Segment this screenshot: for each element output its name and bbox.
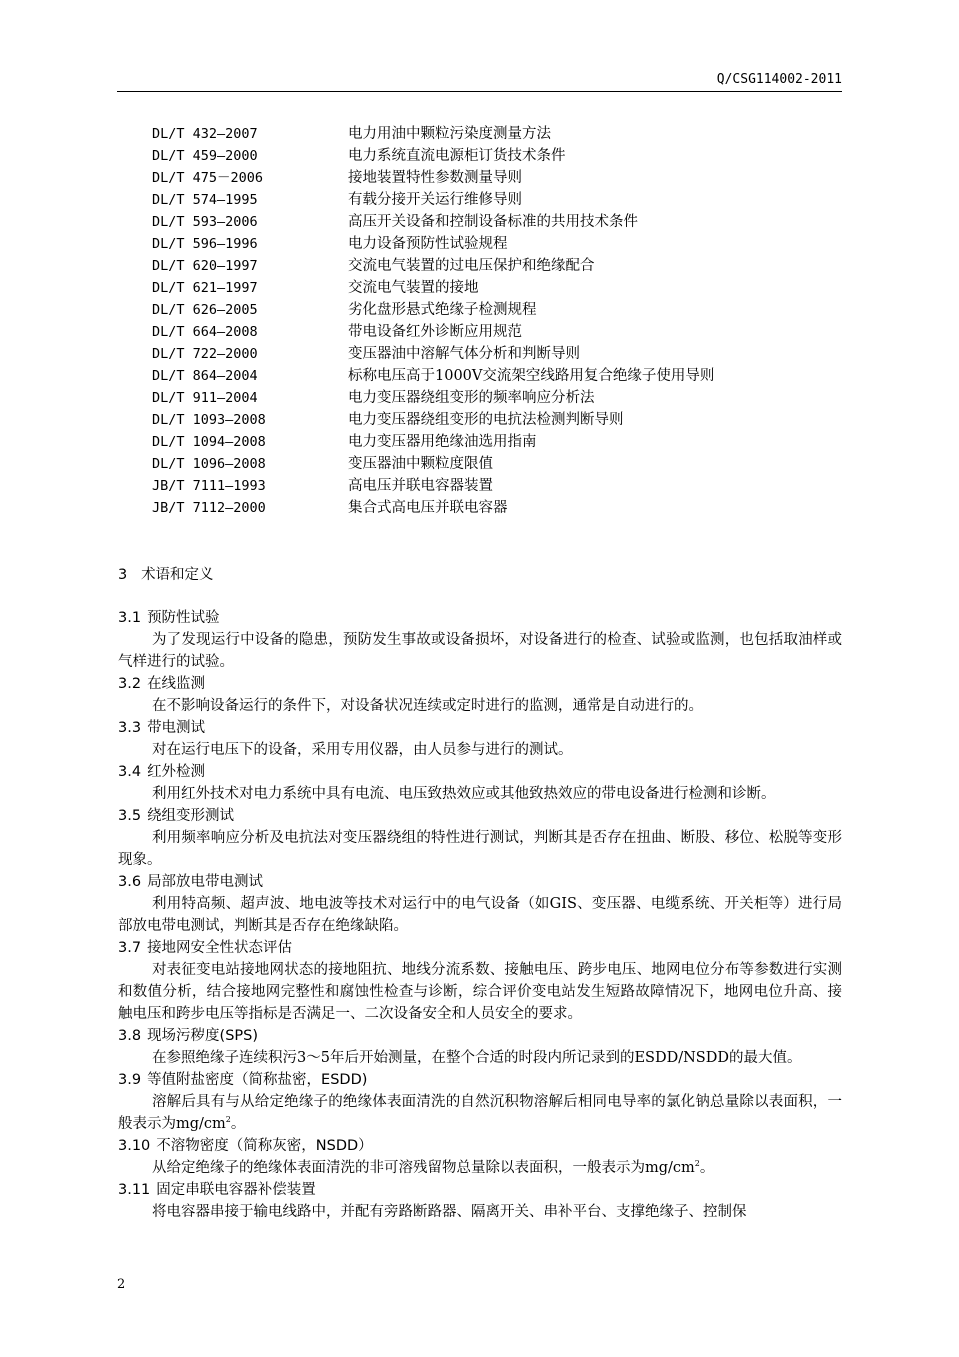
reference-row: [152, 123, 842, 145]
reference-title: 交流电气装置的过电压保护和绝缘配合: [348, 258, 595, 274]
reference-row: [152, 189, 842, 211]
superscript: 2: [225, 1115, 231, 1125]
term-definition: [118, 1091, 842, 1135]
term-heading: [118, 607, 842, 629]
reference-list: [152, 123, 842, 519]
reference-code: JB/T 7112—2000: [152, 500, 266, 516]
reference-row: [152, 233, 842, 255]
reference-code: JB/T 7111—1993: [152, 478, 266, 494]
reference-code: DL/T 475－2006: [152, 170, 264, 186]
reference-title: 带电设备红外诊断应用规范: [348, 324, 522, 340]
reference-code: DL/T 596—1996: [152, 236, 258, 252]
reference-title: 高电压并联电容器装置: [348, 478, 493, 494]
term-definition-text: 对表征变电站接地网状态的接地阻抗、地线分流系数、接触电压、跨步电压、地网电位分布等参数进行实测和数值分析，结合接地网完整性和腐蚀性检查与诊断，综合评价变电站发生短路故障情况下，地网电位升高、接触电压和跨步电压等指标是否满足一、二次设备安全和人员安全的要求。: [118, 962, 842, 1022]
term-definition: [118, 1157, 842, 1179]
term-definition: [118, 1047, 842, 1069]
reference-code: DL/T 574—1995: [152, 192, 258, 208]
reference-code: DL/T 620—1997: [152, 258, 258, 274]
term-definition-text: 为了发现运行中设备的隐患，预防发生事故或设备损坏，对设备进行的检查、试验或监测，也包括取油样或气样进行的试验。: [118, 632, 842, 670]
term-title: 等值附盐密度（简称盐密，ESDD): [147, 1072, 368, 1088]
term-definition-text: 溶解后具有与从给定绝缘子的绝缘体表面清洗的自然沉积物溶解后相同电导率的氯化钠总量除以表面积，一般表示为mg/cm: [118, 1094, 842, 1132]
term-title: 带电测试: [147, 720, 206, 736]
reference-title: 变压器油中溶解气体分析和判断导则: [348, 346, 580, 362]
reference-title: 高压开关设备和控制设备标准的共用技术条件: [348, 214, 638, 230]
term-number: 3.1: [118, 610, 142, 626]
term-number: 3.10: [118, 1138, 151, 1154]
superscript: 2: [694, 1159, 700, 1169]
term-heading: [118, 717, 842, 739]
reference-title: 电力变压器用绝缘油选用指南: [348, 434, 537, 450]
term-heading: [118, 1069, 842, 1091]
term-number: 3.2: [118, 676, 142, 692]
reference-row: [152, 453, 842, 475]
reference-code: DL/T 1094—2008: [152, 434, 266, 450]
reference-code: DL/T 911—2004: [152, 390, 258, 406]
reference-title: 电力系统直流电源柜订货技术条件: [348, 148, 566, 164]
term-number: 3.7: [118, 940, 142, 956]
term-title: 局部放电带电测试: [147, 874, 264, 890]
reference-title: 电力用油中颗粒污染度测量方法: [348, 126, 551, 142]
reference-row: [152, 211, 842, 233]
term-definition: [118, 1201, 842, 1223]
reference-code: DL/T 593—2006: [152, 214, 258, 230]
term-heading: [118, 761, 842, 783]
term-definition-text: 利用特高频、超声波、地电波等技术对运行中的电气设备（如GIS、变压器、电缆系统、开关柜等）进行局部放电带电测试，判断其是否存在绝缘缺陷。: [118, 896, 842, 934]
reference-code: DL/T 621—1997: [152, 280, 258, 296]
reference-code: DL/T 664—2008: [152, 324, 258, 340]
term-definition-end: 。: [230, 1116, 246, 1132]
term-number: 3.3: [118, 720, 142, 736]
term-definition: [118, 739, 842, 761]
reference-title: 电力变压器绕组变形的电抗法检测判断导则: [348, 412, 624, 428]
reference-row: [152, 167, 842, 189]
reference-title: 劣化盘形悬式绝缘子检测规程: [348, 302, 537, 318]
term-number: 3.11: [118, 1182, 151, 1198]
reference-code: DL/T 459—2000: [152, 148, 258, 164]
term-title: 红外检测: [147, 764, 206, 780]
term-definition: [118, 695, 842, 717]
reference-title: 标称电压高于1000V交流架空线路用复合绝缘子使用导则: [348, 368, 715, 384]
reference-title: 接地装置特性参数测量导则: [348, 170, 522, 186]
reference-title: 集合式高电压并联电容器: [348, 500, 508, 516]
reference-row: [152, 497, 842, 519]
reference-row: [152, 365, 842, 387]
term-definition: [118, 827, 842, 871]
reference-row: [152, 431, 842, 453]
term-definition-text: 对在运行电压下的设备，采用专用仪器，由人员参与进行的测试。: [152, 742, 573, 758]
reference-code: DL/T 1096—2008: [152, 456, 266, 472]
term-title: 在线监测: [147, 676, 206, 692]
term-definition-text: 利用红外技术对电力系统中具有电流、电压致热效应或其他致热效应的带电设备进行检测和诊断。: [152, 786, 776, 802]
term-definition-text: 利用频率响应分析及电抗法对变压器绕组的特性进行测试，判断其是否存在扭曲、断股、移位、松脱等变形现象。: [118, 830, 842, 868]
reference-row: [152, 277, 842, 299]
terms-list: [118, 607, 842, 1223]
term-heading: [118, 805, 842, 827]
reference-row: [152, 145, 842, 167]
term-definition: [118, 629, 842, 673]
term-number: 3.4: [118, 764, 142, 780]
section-number: 3: [118, 567, 128, 583]
page-number: 2: [117, 1277, 126, 1292]
reference-row: [152, 343, 842, 365]
term-definition: [118, 893, 842, 937]
term-heading: [118, 1025, 842, 1047]
term-definition-text: 在不影响设备运行的条件下，对设备状况连续或定时进行的监测，通常是自动进行的。: [152, 698, 703, 714]
section-heading: [118, 563, 214, 584]
reference-title: 电力变压器绕组变形的频率响应分析法: [348, 390, 595, 406]
reference-row: [152, 409, 842, 431]
document-code: Q/CSG114002-2011: [716, 72, 842, 87]
term-definition: [118, 959, 842, 1025]
term-definition-end: 。: [699, 1160, 715, 1176]
section-title: 术语和定义: [141, 567, 214, 583]
reference-row: [152, 321, 842, 343]
term-definition-text: 从给定绝缘子的绝缘体表面清洗的非可溶残留物总量除以表面积，一般表示为mg/cm: [152, 1160, 695, 1176]
reference-title: 变压器油中颗粒度限值: [348, 456, 493, 472]
reference-title: 电力设备预防性试验规程: [348, 236, 508, 252]
term-heading: [118, 1179, 842, 1201]
reference-code: DL/T 1093—2008: [152, 412, 266, 428]
term-title: 现场污秽度(SPS): [147, 1028, 259, 1044]
reference-code: DL/T 722—2000: [152, 346, 258, 362]
term-title: 接地网安全性状态评估: [147, 940, 293, 956]
term-heading: [118, 937, 842, 959]
reference-code: DL/T 432—2007: [152, 126, 258, 142]
reference-code: DL/T 864—2004: [152, 368, 258, 384]
reference-row: [152, 475, 842, 497]
term-definition-text: 在参照绝缘子连续积污3～5年后开始测量，在整个合适的时段内所记录到的ESDD/NSDD的最大值。: [152, 1050, 802, 1066]
term-heading: [118, 1135, 842, 1157]
reference-row: [152, 387, 842, 409]
term-title: 不溶物密度（简称灰密，NSDD）: [156, 1138, 373, 1154]
term-heading: [118, 673, 842, 695]
reference-row: [152, 299, 842, 321]
term-definition: [118, 783, 842, 805]
reference-title: 有载分接开关运行维修导则: [348, 192, 522, 208]
reference-code: DL/T 626—2005: [152, 302, 258, 318]
term-heading: [118, 871, 842, 893]
term-number: 3.8: [118, 1028, 142, 1044]
term-number: 3.5: [118, 808, 142, 824]
term-number: 3.6: [118, 874, 142, 890]
reference-title: 交流电气装置的接地: [348, 280, 479, 296]
term-number: 3.9: [118, 1072, 142, 1088]
term-title: 预防性试验: [147, 610, 220, 626]
term-title: 固定串联电容器补偿装置: [156, 1182, 316, 1198]
term-definition-text: 将电容器串接于输电线路中，并配有旁路断路器、隔离开关、串补平台、支撑绝缘子、控制保: [152, 1204, 747, 1220]
term-title: 绕组变形测试: [147, 808, 235, 824]
reference-row: [152, 255, 842, 277]
header-rule: [117, 91, 842, 92]
